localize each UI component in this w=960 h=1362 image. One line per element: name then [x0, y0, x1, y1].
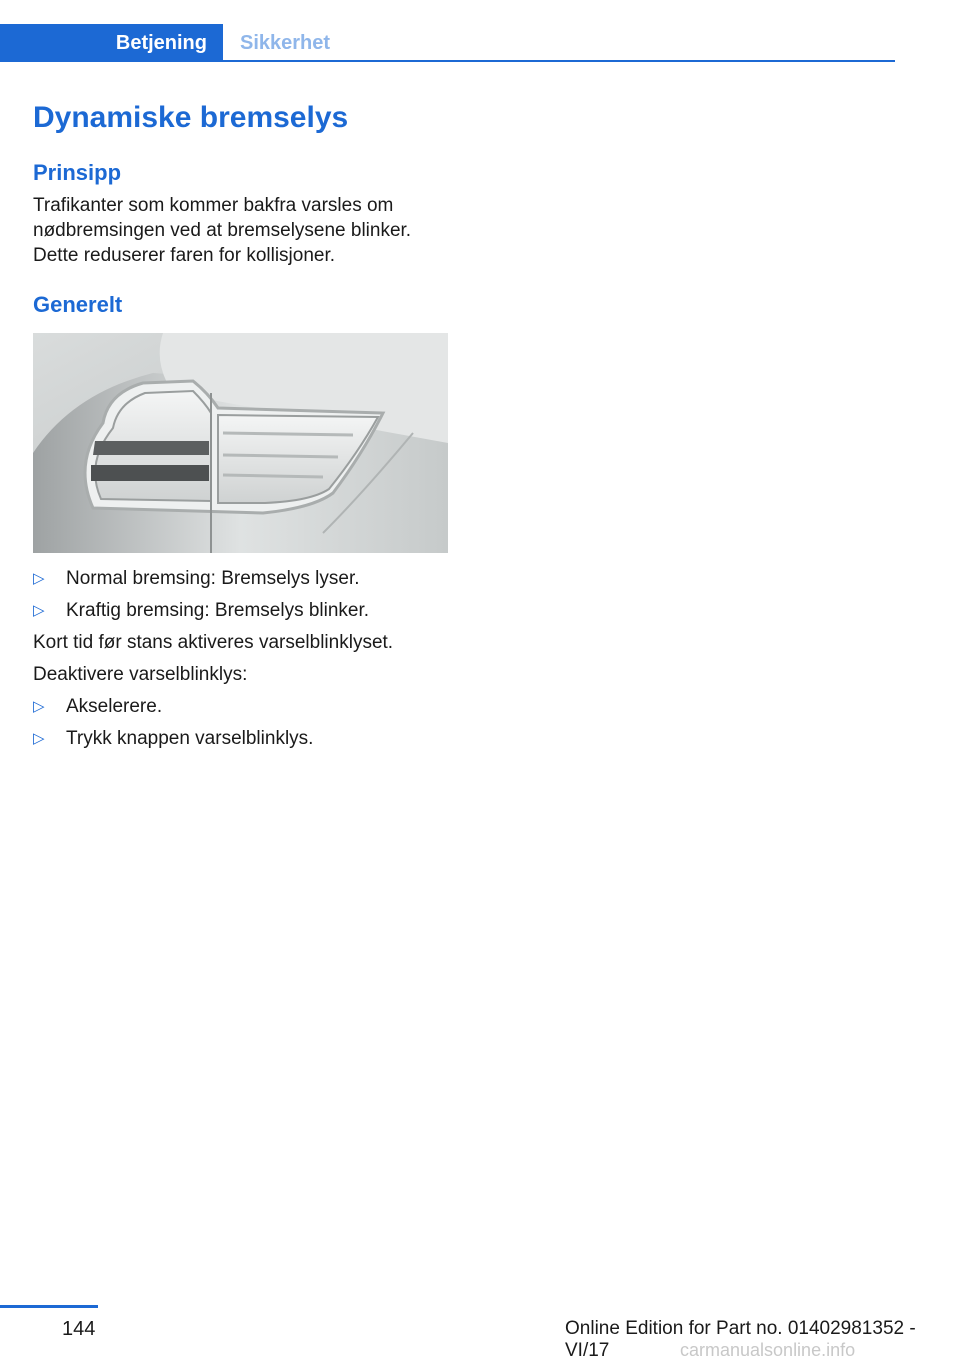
- tab-betjening[interactable]: [0, 24, 223, 62]
- triangle-bullet-icon: ▷: [33, 698, 45, 715]
- header-divider: [0, 60, 895, 62]
- edition-text: Online Edition for Part no. 01402981352 - VI/17: [565, 1318, 916, 1361]
- page-number: 144: [62, 1318, 96, 1340]
- bullet-text: Kraftig bremsing: Bremselys blinker.: [66, 600, 370, 621]
- watermark: carmanualsonline.info: [680, 1340, 856, 1360]
- page-title: Dynamiske bremselys: [33, 101, 349, 134]
- note-text: Kort tid før stans aktiveres varselblinklyset.: [33, 632, 394, 653]
- tail-light-svg: [33, 333, 448, 553]
- list-item: [33, 726, 463, 751]
- deactivate-heading: Deaktivere varselblinklys:: [33, 664, 248, 685]
- tab-betjening-label: Betjening: [115, 31, 207, 54]
- tab-sikkerhet[interactable]: [223, 24, 383, 62]
- principle-line-3: Dette reduserer faren for kollisjoner.: [33, 245, 336, 266]
- tail-light-illustration: [33, 333, 448, 553]
- bullet-text: Normal bremsing: Bremselys lyser.: [66, 568, 360, 589]
- footer-divider: [0, 1305, 98, 1308]
- heading-prinsipp: Prinsipp: [33, 160, 122, 185]
- bullet-text: Akselerere.: [66, 696, 163, 717]
- list-item: [33, 694, 463, 719]
- heading-generelt: Generelt: [33, 292, 123, 317]
- principle-line-1: Trafikanter som kommer bakfra varsles om: [33, 195, 394, 216]
- list-item: [33, 566, 463, 591]
- list-item: [33, 598, 463, 623]
- bullet-text: Trykk knappen varselblinklys.: [66, 728, 314, 749]
- triangle-bullet-icon: ▷: [33, 730, 45, 747]
- tab-sikkerhet-label: Sikkerhet: [240, 31, 331, 54]
- triangle-bullet-icon: ▷: [33, 602, 45, 619]
- principle-line-2: nødbremsingen ved at bremselysene blinker.: [33, 220, 412, 241]
- principle-text: [33, 193, 453, 268]
- triangle-bullet-icon: ▷: [33, 570, 45, 587]
